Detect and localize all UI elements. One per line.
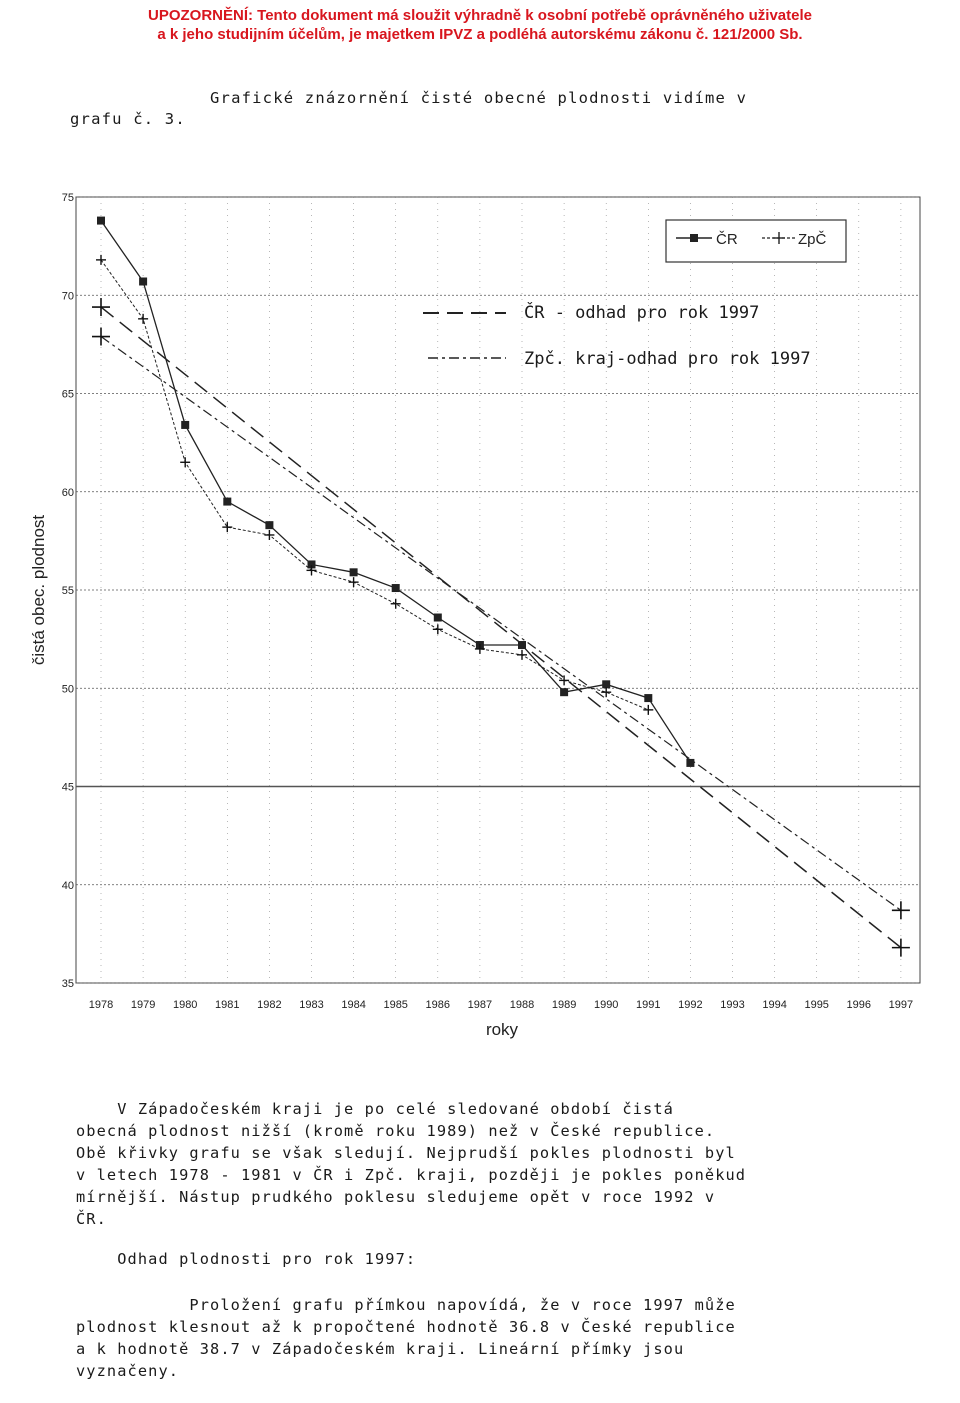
y-axis-label: čistá obec. plodnost [29,514,48,666]
paragraph-comparison [76,1098,936,1230]
y-tick-label: 75 [61,192,74,204]
x-tick-label: 1981 [215,999,240,1011]
data-point-cr [560,688,568,696]
y-tick-label: 65 [61,388,74,401]
data-point-cr [350,568,358,576]
paragraph-line: mírnější. Nástup prudkého poklesu sledujeme opět v roce 1992 v [76,1188,716,1206]
fertility-chart [29,180,930,1050]
intro-line-1: Grafické znázornění čisté obecné plodnosti vidíme v [210,89,748,107]
x-axis-label: roky [485,1020,519,1039]
data-point-cr [686,759,694,767]
chart-legend [666,220,846,262]
estimate-line [101,337,901,911]
x-tick-label: 1986 [425,999,451,1011]
x-tick-label: 1985 [383,999,408,1011]
data-point-cr [97,217,105,225]
data-point-cr [265,521,273,529]
y-tick-label: 70 [61,290,74,303]
paragraph-line: Obě křivky grafu se však sledují. Nejprudší pokles plodnosti byl [76,1144,736,1162]
data-point-cr [392,584,400,592]
x-tick-label: 1993 [720,999,745,1011]
x-tick-label: 1979 [130,999,156,1011]
paragraph-line: Odhad plodnosti pro rok 1997: [76,1250,417,1268]
y-tick-label: 55 [61,585,74,597]
legend-label-cr: ČR [716,231,738,248]
estimate-label-zpc: Zpč. kraj-odhad pro rok 1997 [524,349,811,369]
x-tick-label: 1997 [888,999,914,1011]
intro-text [70,88,930,130]
x-tick-label: 1990 [593,999,619,1011]
legend-label-zpc: ZpČ [798,231,827,248]
y-tick-label: 60 [61,486,74,499]
data-point-cr [181,421,189,429]
data-point-cr [518,641,526,649]
paragraph-line: a k hodnotě 38.7 v Západočeském kraji. Lineární přímky jsou [76,1340,685,1358]
x-tick-label: 1991 [636,999,661,1011]
x-tick-label: 1978 [88,999,114,1011]
paragraph-line: vyznačeny. [76,1362,180,1380]
x-tick-label: 1992 [678,999,703,1011]
estimate-legend [423,301,811,369]
copyright-banner [0,6,960,44]
paragraph-line: plodnost klesnout až k propočtené hodnotě 36.8 v České republice [76,1318,736,1336]
estimate-label-cr: ČR - odhad pro rok 1997 [524,303,760,323]
estimate-line [101,307,901,948]
x-tick-label: 1995 [804,999,829,1011]
x-tick-label: 1987 [467,999,493,1011]
data-point-cr [139,277,147,285]
paragraph-line: v letech 1978 - 1981 v ČR i Zpč. kraji, později je pokles poněkud [76,1166,747,1184]
data-point-cr [602,680,610,688]
legend-square-marker [690,234,698,242]
paragraph-line: V Západočeském kraji je po celé sledované období čistá [76,1100,674,1118]
paragraph-estimate [76,1294,936,1382]
y-tick-label: 50 [61,683,74,696]
paragraph-line: ČR. [76,1210,107,1228]
banner-line-1: UPOZORNĚNÍ: Tento dokument má sloužit výhradně k osobní potřebě oprávněného uživatele [148,7,812,24]
x-tick-label: 1982 [257,999,282,1011]
y-tick-label: 35 [61,978,74,990]
chart-ticks [62,192,913,1011]
banner-line-2: a k jeho studijním účelům, je majetkem IPVZ a podléhá autorskému zákonu č. 121/2000 Sb. [157,26,803,43]
x-tick-label: 1994 [762,999,787,1011]
estimate-lines [92,298,910,957]
data-point-cr [434,614,442,622]
paragraph-line: obecná plodnost nižší (kromě roku 1989) než v České republice. [76,1122,716,1140]
chart-grid [76,197,920,983]
paragraph-line: Proložení grafu přímkou napovídá, že v roce 1997 může [76,1296,736,1314]
section-heading-estimate [76,1248,936,1270]
x-tick-label: 1983 [299,999,324,1011]
series-line-zpc [101,260,648,710]
x-tick-label: 1989 [551,999,577,1011]
x-tick-label: 1996 [846,999,872,1011]
x-tick-label: 1984 [341,999,366,1011]
data-point-cr [223,498,231,506]
data-point-cr [644,694,652,702]
y-tick-label: 45 [61,781,74,794]
intro-line-2: grafu č. 3. [70,110,186,128]
x-tick-label: 1980 [172,999,198,1011]
x-tick-label: 1988 [509,999,535,1011]
y-tick-label: 40 [61,879,74,892]
